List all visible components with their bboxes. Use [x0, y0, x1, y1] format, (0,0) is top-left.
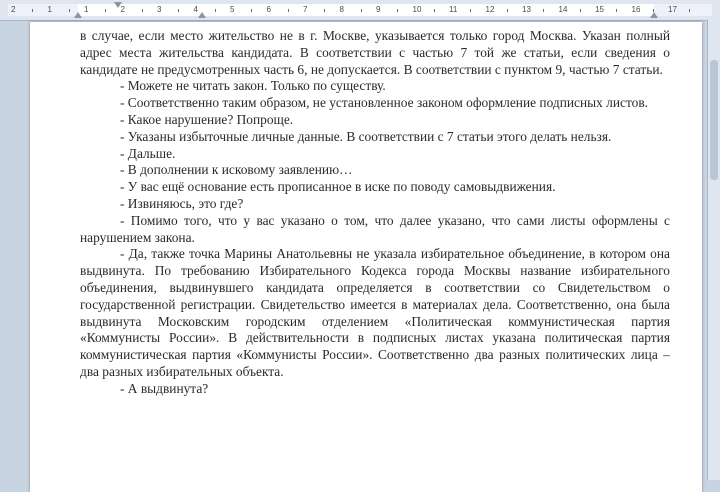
- ruler-tick: [288, 9, 289, 12]
- ruler-number: 11: [449, 5, 458, 14]
- ruler-tick: [397, 9, 398, 12]
- tab-stop-marker[interactable]: [198, 12, 206, 18]
- ruler-tick: [543, 9, 544, 12]
- document-body[interactable]: [80, 28, 670, 398]
- ruler-number: 17: [668, 5, 677, 14]
- paragraph: - Соответственно таким образом, не установленное законом оформление подписных листов.: [120, 95, 649, 111]
- ruler-number: 13: [522, 5, 531, 14]
- paragraph: - У вас ещё основание есть прописанное в иске по поводу самовыдвижения.: [120, 179, 556, 195]
- ruler-number: 15: [595, 5, 604, 14]
- ruler-tick: [507, 9, 508, 12]
- paragraph: - Указаны избыточные личные данные. В соответствии с 7 статьи этого делать нельзя.: [120, 128, 612, 144]
- ruler-number: 16: [631, 5, 641, 14]
- ruler-tick: [324, 9, 325, 12]
- paragraph: - Извиняюсь, это где?: [120, 195, 244, 211]
- ruler-number: 2: [11, 5, 16, 14]
- ruler-number: 10: [412, 5, 422, 14]
- scrollbar-thumb[interactable]: [710, 60, 718, 180]
- ruler-tick: [32, 9, 33, 12]
- ruler-tick: [105, 9, 106, 12]
- ruler-tick: [251, 9, 252, 12]
- horizontal-ruler[interactable]: [0, 0, 720, 21]
- ruler-number: 7: [303, 5, 308, 14]
- ruler-number: 14: [558, 5, 568, 14]
- paragraph: - Можете не читать закон. Только по существу.: [120, 78, 386, 94]
- ruler-number: 4: [193, 5, 198, 14]
- ruler-tick: [580, 9, 581, 12]
- right-indent-marker[interactable]: [650, 12, 658, 18]
- ruler-text-area: [78, 4, 654, 16]
- paragraph: - Какое нарушение? Попроще.: [120, 111, 294, 127]
- ruler-tick: [470, 9, 471, 12]
- paragraph: - Да, также точка Марины Анатольевны не указала избирательное объединение, в котором она выдвинута. По требованию Избирательного Кодекса города Москвы название избирательного объединения, выдвинувшего кандидата определяется в соответствии со Свидетельством о государственной регистрации. Свидетельство имеется в материалах дела. Соответственно, она была выдвинута Московским городским отделением «Политическая коммунистическая партия «Коммунисты России». В действительности в подписных листах указана политическая партия коммунистическая партия «Коммунисты России». Соответственно два разных политических лица – два разных избирательных объекта.: [80, 246, 670, 379]
- ruler-tick: [142, 9, 143, 12]
- document-page[interactable]: [30, 22, 702, 492]
- paragraph: - Помимо того, что у вас указано о том, что далее указано, что сами листы оформлены с нарушением закона.: [80, 212, 670, 245]
- left-indent-marker[interactable]: [74, 12, 82, 18]
- ruler-number: 5: [230, 5, 235, 14]
- ruler-number: 1: [47, 5, 52, 14]
- ruler-number: 9: [376, 5, 381, 14]
- ruler-tick: [178, 9, 179, 12]
- ruler-number: 2: [120, 5, 125, 14]
- ruler-tick: [689, 9, 690, 12]
- ruler-number: 3: [157, 5, 162, 14]
- paragraph: - Дальше.: [120, 145, 176, 161]
- ruler-number: 6: [266, 5, 271, 14]
- paragraph: - В дополнении к исковому заявлению…: [120, 162, 353, 178]
- paragraph: в случае, если место жительство не в г. Москве, указывается только город Москва. Указан полный адрес места жительства кандидата. В соответствии с частью 7 той же статьи, если сведения о кандидате не предусмотренных часть 6, не допускается. В соответствии с пунктом 9, частью 7 статьи.: [80, 28, 670, 77]
- ruler-tick: [434, 9, 435, 12]
- ruler-tick: [215, 9, 216, 12]
- ruler-number: 1: [84, 5, 89, 14]
- vertical-scrollbar[interactable]: [707, 20, 720, 480]
- ruler-tick: [616, 9, 617, 12]
- ruler-number: 8: [339, 5, 344, 14]
- ruler-tick: [653, 9, 654, 12]
- ruler-tick: [69, 9, 70, 12]
- ruler-number: 12: [485, 5, 495, 14]
- paragraph: - А выдвинута?: [120, 380, 209, 396]
- ruler-tick: [361, 9, 362, 12]
